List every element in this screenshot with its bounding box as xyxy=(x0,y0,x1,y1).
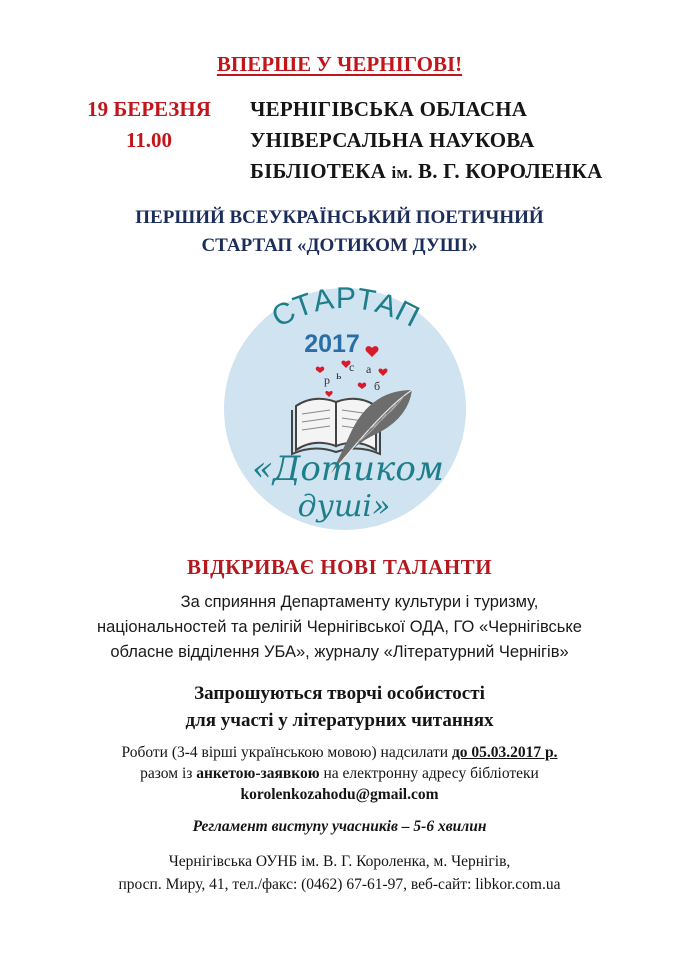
support-line-3: обласне відділення УБА», журналу «Літературний Чернігів» xyxy=(110,643,569,661)
invite-line-2: для участі у літературних читаннях xyxy=(185,710,494,731)
logo-arc-text: СТАРТАП xyxy=(266,281,426,335)
submission-info xyxy=(0,742,679,805)
event-subtitle xyxy=(0,204,679,260)
address-line-2: просп. Миру, 41, тел./факс: (0462) 67-61-97, веб-сайт: libkor.com.ua xyxy=(118,876,561,893)
venue-line-2: УНІВЕРСАЛЬНА НАУКОВА xyxy=(250,128,535,152)
tagline: ВІДКРИВАЄ НОВІ ТАЛАНТИ xyxy=(186,555,493,579)
support-line-2: національностей та релігій Чернігівської ОДА, ГО «Чернігівське xyxy=(97,618,582,636)
venue-line-1: ЧЕРНІГІВСЬКА ОБЛАСНА xyxy=(250,97,528,121)
support-line-1: За сприяння Департаменту культури і туризму, xyxy=(180,593,539,611)
logo-title-line-2: душі» xyxy=(297,489,391,524)
logo-year: 2017 xyxy=(304,330,360,358)
performance-rules: Регламент виступу учасників – 5-6 хвилин xyxy=(192,818,487,835)
headline: ВПЕРШЕ У ЧЕРНІГОВІ! xyxy=(216,52,463,76)
venue-line-3-c: В. Г. КОРОЛЕНКА xyxy=(412,159,603,183)
subtitle-line-2: СТАРТАП «ДОТИКОМ ДУШІ» xyxy=(201,235,478,256)
venue-block xyxy=(250,94,602,188)
works-line-2-a: разом із xyxy=(140,765,197,782)
invite-line-1: Запрошуються творчі особистості xyxy=(194,683,485,704)
venue-line-3 xyxy=(250,156,602,188)
address-line-1: Чернігівська ОУНБ ім. В. Г. Короленка, м. Чернігів, xyxy=(168,853,511,870)
event-datetime xyxy=(74,94,224,156)
svg-text:ь: ь xyxy=(336,368,342,382)
event-time: 11.00 xyxy=(125,128,173,152)
venue-line-3-a: БІБЛІОТЕКА xyxy=(250,159,392,183)
svg-text:б: б xyxy=(374,379,381,393)
contact-email[interactable] xyxy=(0,784,679,805)
works-line-1 xyxy=(0,742,679,763)
invitation xyxy=(0,680,679,734)
event-date: 19 БЕРЕЗНЯ xyxy=(87,97,211,121)
support-text xyxy=(0,590,679,665)
venue-line-3-b: ім. xyxy=(391,163,413,182)
works-line-1-text: Роботи (3-4 вірші українською мовою) надсилати xyxy=(121,744,452,761)
svg-text:р: р xyxy=(324,373,330,387)
library-address xyxy=(0,850,679,896)
submission-deadline: до 05.03.2017 р. xyxy=(451,744,558,761)
startup-logo xyxy=(222,280,468,538)
logo-title-line-1: «Дотиком xyxy=(251,449,445,489)
svg-text:а: а xyxy=(366,362,372,376)
works-line-2 xyxy=(0,763,679,784)
email-address[interactable]: korolenkozahodu@gmail.com xyxy=(240,786,439,803)
subtitle-line-1: ПЕРШИЙ ВСЕУКРАЇНСЬКИЙ ПОЕТИЧНИЙ xyxy=(135,207,544,228)
svg-text:с: с xyxy=(349,360,355,374)
works-line-2-c: на електронну адресу бібліотеки xyxy=(319,765,539,782)
application-form-label: анкетою-заявкою xyxy=(196,765,320,782)
